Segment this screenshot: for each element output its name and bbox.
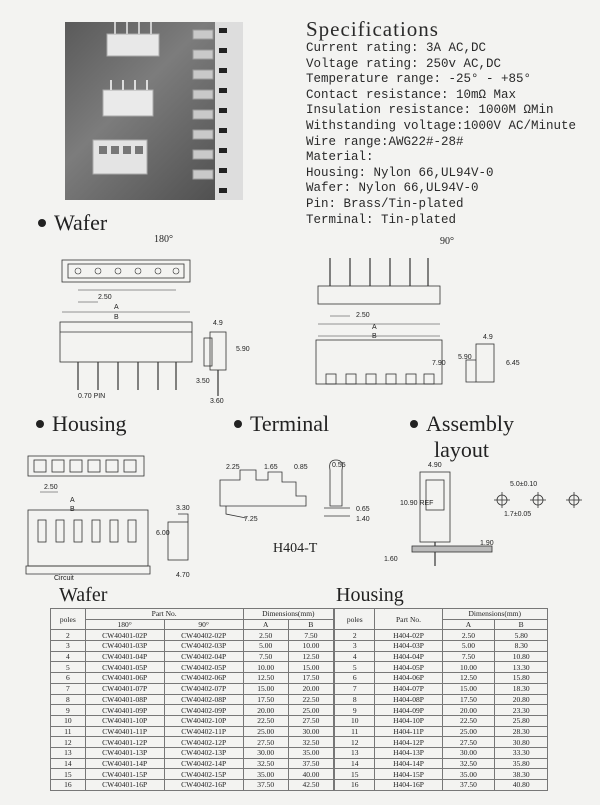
wafer-cell: CW40401-06P [85,673,164,684]
wafer-cell: 2.50 [243,630,288,641]
angle-90-label: 90° [440,236,454,247]
assembly-hole-dia-2: 1.7±0.05 [504,511,532,518]
wafer-cell: 9 [51,705,86,716]
wafer-cell: 22.50 [288,694,333,705]
housing-cell: H404-13P [375,747,442,758]
housing-row [335,673,548,684]
housing-cell: 20.00 [442,705,495,716]
housing-cell: H404-02P [375,630,442,641]
wafer-row [51,747,334,758]
wafer-180-pin-dia: 0.70 PIN [78,393,106,400]
wafer-cell: 10.00 [243,662,288,673]
wafer-cell: CW40401-08P [85,694,164,705]
wafer-cell: CW40401-09P [85,705,164,716]
wafer-cell: 20.00 [243,705,288,716]
housing-cell: 25.00 [442,726,495,737]
housing-cell: 23.30 [495,705,548,716]
wafer-row [51,683,334,694]
wafer-90-dim-a: A [372,324,377,331]
wafer-cell: 25.00 [288,705,333,716]
wafer-cell: 15.00 [288,662,333,673]
wafer-table-title: Wafer [59,584,108,606]
housing-cell: 12 [335,737,375,748]
assembly-heading-line-2: layout [434,437,489,462]
wafer-180-drawing [40,250,250,410]
terminal-dim-7-25: 7.25 [244,516,258,523]
wafer-cell: CW40401-03P [85,641,164,652]
wafer-180-dim-5-90: 5.90 [236,346,250,353]
spec-material: Material: [306,150,374,165]
housing-cell: H404-03P [375,641,442,652]
wafer-row [51,726,334,737]
wafer-cell: 17.50 [243,694,288,705]
wafer-cell: 15.00 [243,683,288,694]
wafer-cell: 11 [51,726,86,737]
wafer-row [51,630,334,641]
housing-side-view [168,522,188,560]
wafer-cell: CW40402-06P [164,673,243,684]
spec-wafer-material: Wafer: Nylon 66,UL94V-0 [306,181,479,196]
wafer-90-top-view [318,286,440,304]
wafer-cell: 37.50 [243,780,288,791]
wafer-cell: 12.50 [288,651,333,662]
specifications-block [306,18,576,228]
wafer-cell: CW40401-13P [85,747,164,758]
wafer-table [50,608,334,791]
housing-dim-6-00: 6.00 [156,530,170,537]
terminal-heading-text: Terminal [250,411,330,436]
housing-row [335,694,548,705]
wafer-heading [38,210,107,236]
housing-cell: 2 [335,630,375,641]
housing-dim-a: A [70,497,75,504]
housing-cell: 14 [335,758,375,769]
spec-pin-material: Pin: Brass/Tin-plated [306,196,464,211]
wafer-row [51,715,334,726]
housing-cell: 15.00 [442,683,495,694]
terminal-dim-0-85: 0.85 [294,464,308,471]
housing-cell: 17.50 [442,694,495,705]
wafer-cell: 4 [51,651,86,662]
wafer-cell: 12.50 [243,673,288,684]
wafer-cell: 37.50 [288,758,333,769]
wafer-cell: CW40402-12P [164,737,243,748]
housing-cell: 4 [335,651,375,662]
wafer-cell: 13 [51,747,86,758]
housing-row [335,780,548,791]
bullet-icon [410,420,418,428]
wafer-cell: CW40402-16P [164,780,243,791]
housing-cell: 9 [335,705,375,716]
housing-table [334,608,548,791]
housing-row [335,737,548,748]
housing-cell: H404-16P [375,780,442,791]
assembly-dim-1-90: 1.90 [480,540,494,547]
wafer-cell: 7 [51,683,86,694]
wafer-180-dim-4-9: 4.9 [213,320,223,327]
specifications-title: Specifications [306,17,439,41]
wafer-180-dim-b: B [114,314,119,321]
wafer-cell: CW40401-15P [85,769,164,780]
assembly-hole-dia-1: 5.0±0.10 [510,481,538,488]
wafer-row [51,694,334,705]
wafer-cell: 30.00 [243,747,288,758]
terminal-model-label: H404-T [273,541,318,556]
spec-temperature: Temperature range: -25° - +85° [306,72,532,87]
housing-cell: 20.80 [495,694,548,705]
wafer-cell: CW40402-02P [164,630,243,641]
spec-voltage: Voltage rating: 250v AC,DC [306,56,502,71]
housing-row [335,641,548,652]
housing-cell: 5.00 [442,641,495,652]
wafer-90-front-view [316,340,442,384]
wafer-cell: CW40402-10P [164,715,243,726]
wafer-cell: CW40401-02P [85,630,164,641]
housing-cell: 32.50 [442,758,495,769]
housing-cell: H404-11P [375,726,442,737]
wafer-cell: CW40401-14P [85,758,164,769]
wafer-cell: 3 [51,641,86,652]
housing-row [335,705,548,716]
terminal-dim-0-55: 0.55 [332,462,346,469]
wafer-cell: CW40401-10P [85,715,164,726]
housing-row [335,651,548,662]
wafer-cell: 25.00 [243,726,288,737]
housing-cell: 30.80 [495,737,548,748]
housing-row [335,662,548,673]
housing-cell: 28.30 [495,726,548,737]
housing-cell: 35.80 [495,758,548,769]
wafer-cell: CW40402-11P [164,726,243,737]
housing-cell: 7 [335,683,375,694]
wafer-row [51,758,334,769]
wafer-cell: CW40401-04P [85,651,164,662]
wafer-col-90: 90° [164,619,243,630]
wafer-cell: 8 [51,694,86,705]
housing-pitch: 2.50 [44,484,58,491]
wafer-90-dim-4-9: 4.9 [483,334,493,341]
housing-dim-b: B [70,506,75,513]
wafer-cell: 6 [51,673,86,684]
housing-col-poles: poles [335,609,375,630]
housing-cell: 2.50 [442,630,495,641]
housing-cell: 10 [335,715,375,726]
wafer-cell: CW40402-07P [164,683,243,694]
housing-dim-3-30: 3.30 [176,505,190,512]
wafer-cell: 14 [51,758,86,769]
wafer-col-dims: Dimensions(mm) [243,609,333,620]
wafer-row [51,737,334,748]
housing-cell: 40.80 [495,780,548,791]
wafer-180-pitch: 2.50 [98,294,112,301]
housing-cell: 33.30 [495,747,548,758]
wafer-col-a: A [243,619,288,630]
housing-cell: 15 [335,769,375,780]
housing-cell: 25.80 [495,715,548,726]
housing-cell: 11 [335,726,375,737]
housing-cell: 13.30 [495,662,548,673]
wafer-180-dim-3-50: 3.50 [196,378,210,385]
terminal-heading [234,411,329,437]
wafer-cell: 7.50 [243,651,288,662]
wafer-cell: CW40402-05P [164,662,243,673]
wafer-col-b: B [288,619,333,630]
connector-photo-illustration [65,22,243,200]
wafer-row [51,641,334,652]
wafer-cell: CW40402-03P [164,641,243,652]
wafer-90-dim-7-90: 7.90 [432,360,446,367]
wafer-cell: 32.50 [243,758,288,769]
wafer-cell: 40.00 [288,769,333,780]
terminal-dim-2-25: 2.25 [226,464,240,471]
housing-cell: 35.00 [442,769,495,780]
wafer-cell: CW40401-11P [85,726,164,737]
housing-cell: 8 [335,694,375,705]
wafer-row [51,662,334,673]
housing-top-view [28,456,144,476]
product-photo [65,22,243,200]
housing-cell: H404-15P [375,769,442,780]
spec-current: Current rating: 3A AC,DC [306,41,487,55]
wafer-row [51,705,334,716]
housing-cell: 38.30 [495,769,548,780]
wafer-90-dim-5-90: 5.90 [458,354,472,361]
wafer-90-dim-b: B [372,333,377,340]
wafer-cell: 10 [51,715,86,726]
wafer-cell: 22.50 [243,715,288,726]
terminal-dim-0-65: 0.65 [356,506,370,513]
assembly-drawing [398,460,594,572]
housing-row [335,769,548,780]
wafer-cell: 17.50 [288,673,333,684]
wafer-cell: 27.50 [243,737,288,748]
housing-dim-4-70: 4.70 [176,572,190,579]
housing-col-b: B [495,619,548,630]
wafer-cell: 2 [51,630,86,641]
housing-cell: 7.50 [442,651,495,662]
wafer-cell: CW40401-05P [85,662,164,673]
assembly-dim-10-90: 10.90 REF [400,500,434,507]
spec-wire-range: Wire range:AWG22#-28# [306,134,464,149]
housing-cell: 10.80 [495,651,548,662]
wafer-90-dim-6-45: 6.45 [506,360,520,367]
housing-cell: H404-10P [375,715,442,726]
spec-insulation: Insulation resistance: 1000M ΩMin [306,103,554,118]
housing-cell: 6 [335,673,375,684]
housing-cell: 27.50 [442,737,495,748]
terminal-dim-1-40: 1.40 [356,516,370,523]
housing-table-title: Housing [336,584,404,606]
wafer-cell: 27.50 [288,715,333,726]
bullet-icon [234,420,242,428]
housing-cell: 5.80 [495,630,548,641]
wafer-cell: 35.00 [288,747,333,758]
wafer-cell: CW40401-16P [85,780,164,791]
terminal-side-profile [220,470,306,506]
housing-table-body [335,630,548,790]
wafer-cell: 5.00 [243,641,288,652]
housing-row [335,758,548,769]
wafer-cell: 5 [51,662,86,673]
assembly-heading [410,411,514,437]
housing-cell: H404-14P [375,758,442,769]
housing-cell: H404-09P [375,705,442,716]
wafer-180-dim-a: A [114,304,119,311]
wafer-cell: 42.50 [288,780,333,791]
wafer-cell: 35.00 [243,769,288,780]
housing-cell: 15.80 [495,673,548,684]
housing-heading [36,411,127,437]
wafer-row [51,651,334,662]
wafer-180-front-view [60,322,192,362]
housing-circuit-label: Circuit [54,575,74,582]
wafer-cell: CW40402-04P [164,651,243,662]
wafer-90-side-view [476,344,494,382]
wafer-heading-text: Wafer [54,210,108,235]
spec-terminal-material: Terminal: Tin-plated [306,212,457,227]
housing-cell: 5 [335,662,375,673]
wafer-col-poles: poles [51,609,86,630]
wafer-90-pitch: 2.50 [356,312,370,319]
wafer-row [51,673,334,684]
wafer-cell: 30.00 [288,726,333,737]
wafer-cell: 10.00 [288,641,333,652]
housing-row [335,726,548,737]
bullet-icon [36,420,44,428]
wafer-row [51,780,334,791]
assembly-dim-1-60: 1.60 [384,556,398,563]
housing-drawing [18,450,208,585]
housing-col-dims: Dimensions(mm) [442,609,547,620]
terminal-dim-1-65: 1.65 [264,464,278,471]
housing-row [335,683,548,694]
housing-cell: H404-05P [375,662,442,673]
housing-cell: 10.00 [442,662,495,673]
housing-cell: 12.50 [442,673,495,684]
housing-cell: H404-06P [375,673,442,684]
spec-withstanding: Withstanding voltage:1000V AC/Minute [306,118,577,133]
wafer-cell: CW40402-14P [164,758,243,769]
spec-housing-material: Housing: Nylon 66,UL94V-0 [306,165,494,180]
wafer-cell: 32.50 [288,737,333,748]
assembly-hole-pattern [494,492,582,508]
wafer-cell: CW40402-08P [164,694,243,705]
wafer-cell: CW40402-15P [164,769,243,780]
wafer-table-body [51,630,334,790]
housing-row [335,630,548,641]
wafer-cell: CW40401-12P [85,737,164,748]
wafer-cell: 7.50 [288,630,333,641]
wafer-cell: 15 [51,769,86,780]
assembly-heading-text: Assembly [426,411,514,436]
housing-cell: H404-04P [375,651,442,662]
wafer-cell: CW40401-07P [85,683,164,694]
wafer-row [51,769,334,780]
housing-cell: 8.30 [495,641,548,652]
housing-cell: H404-12P [375,737,442,748]
wafer-cell: CW40402-13P [164,747,243,758]
bullet-icon [38,219,46,227]
assembly-housing-section [420,472,450,542]
housing-row [335,715,548,726]
housing-cell: H404-07P [375,683,442,694]
wafer-cell: 12 [51,737,86,748]
assembly-dim-4-90: 4.90 [428,462,442,469]
housing-cell: 22.50 [442,715,495,726]
angle-180-label: 180° [154,234,173,245]
housing-cell: 18.30 [495,683,548,694]
housing-cell: 37.50 [442,780,495,791]
wafer-cell: 20.00 [288,683,333,694]
housing-cell: 13 [335,747,375,758]
wafer-col-180: 180° [85,619,164,630]
housing-cell: 16 [335,780,375,791]
wafer-cell: 16 [51,780,86,791]
housing-col-a: A [442,619,495,630]
housing-cell: H404-08P [375,694,442,705]
wafer-180-dim-3-60: 3.60 [210,398,224,405]
housing-heading-text: Housing [52,411,127,436]
wafer-90-drawing [300,252,500,410]
housing-cell: 3 [335,641,375,652]
housing-row [335,747,548,758]
housing-cell: 30.00 [442,747,495,758]
spec-contact-resistance: Contact resistance: 10mΩ Max [306,87,517,102]
wafer-cell: CW40402-09P [164,705,243,716]
housing-col-part-no: Part No. [375,609,442,630]
wafer-col-part-no: Part No. [85,609,243,620]
